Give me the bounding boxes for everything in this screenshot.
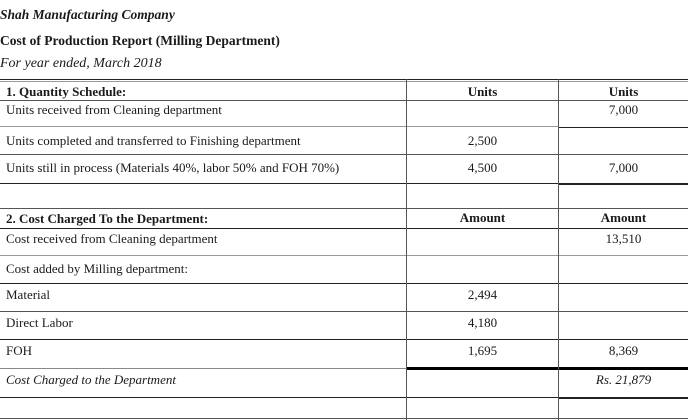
- column-header-units: Units: [608, 84, 639, 99]
- row-value-mid: 1,695: [467, 343, 498, 358]
- company-name: Shah Manufacturing Company: [0, 7, 175, 22]
- row-value-right: 8,369: [608, 343, 639, 358]
- row-label: FOH: [6, 343, 33, 358]
- column-divider: [558, 79, 559, 420]
- row-divider: [0, 208, 688, 209]
- row-value-right: 7,000: [608, 160, 639, 175]
- report-period: For year ended, March 2018: [0, 56, 162, 71]
- row-divider: [0, 368, 407, 369]
- row-value-mid: 2,500: [467, 133, 498, 148]
- row-divider: [559, 184, 688, 185]
- table-top-border-inner: [0, 81, 688, 82]
- row-label: Cost added by Milling department:: [6, 261, 188, 276]
- row-divider: [0, 255, 688, 256]
- report-title: Cost of Production Report (Milling Department): [0, 33, 280, 48]
- row-label: Material: [6, 287, 51, 302]
- row-label: Units completed and transferred to Finishing department: [6, 133, 301, 148]
- total-label: Cost Charged to the Department: [6, 372, 176, 387]
- column-header-units: Units: [467, 84, 498, 99]
- column-header-amount: Amount: [459, 210, 506, 225]
- table-top-border: [0, 79, 688, 80]
- row-divider: [0, 339, 688, 340]
- row-label: Units received from Cleaning department: [6, 102, 222, 117]
- row-divider: [559, 127, 688, 128]
- row-value-mid: 2,494: [467, 287, 498, 302]
- total-thick-rule: [407, 367, 688, 370]
- column-header-amount: Amount: [600, 210, 647, 225]
- row-divider: [0, 154, 688, 155]
- row-value-mid: 4,180: [467, 315, 498, 330]
- row-label: Direct Labor: [6, 315, 73, 330]
- table-bottom-border: [0, 418, 688, 419]
- row-divider: [0, 283, 688, 284]
- section-heading-quantity: 1. Quantity Schedule:: [6, 84, 127, 99]
- row-divider: [0, 228, 688, 229]
- total-value-right: Rs. 21,879: [595, 372, 652, 387]
- total-underline: [559, 398, 688, 399]
- row-label: Cost received from Cleaning department: [6, 231, 218, 246]
- section-heading-cost: 2. Cost Charged To the Department:: [6, 211, 209, 226]
- row-divider: [0, 311, 688, 312]
- row-label: Units still in process (Materials 40%, labor 50% and FOH 70%): [6, 160, 340, 175]
- column-divider: [406, 79, 407, 420]
- row-value-mid: 4,500: [467, 160, 498, 175]
- row-value-right: 13,510: [605, 231, 642, 246]
- row-divider: [0, 100, 688, 101]
- row-value-right: 7,000: [608, 102, 639, 117]
- row-divider: [0, 126, 559, 127]
